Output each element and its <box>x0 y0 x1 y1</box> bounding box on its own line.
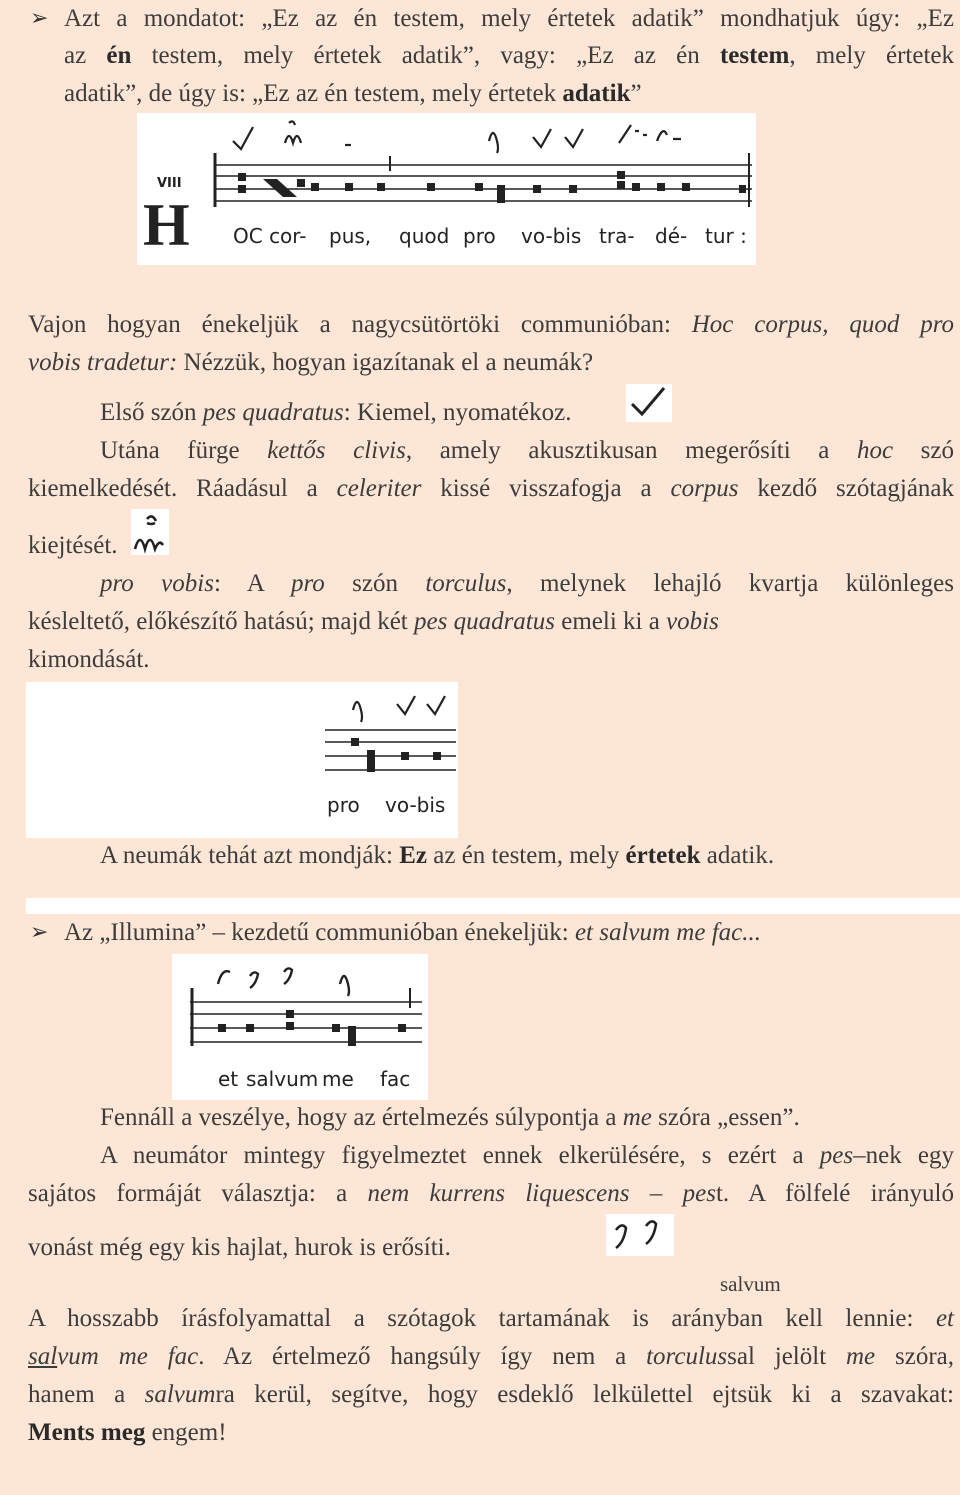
svg-text:dé-: dé- <box>655 224 688 248</box>
para1-line-4: Utána fürge kettős clivis, amely akusztikusan megerősíti a hoc szó <box>100 437 954 464</box>
para2-line-5: A hosszabb írásfolyamattal a szótagok tartamának is arányban kell lennie: et <box>28 1305 954 1332</box>
svg-text:pro: pro <box>327 793 360 817</box>
para2-line-7: hanem a salvumra kerül, segítve, hogy esdeklő lelkülettel ejtsük ki a szavakat: <box>28 1381 955 1408</box>
score-hoc-corpus-image <box>137 113 756 265</box>
svg-text:vo-bis: vo-bis <box>521 224 582 248</box>
para1-line-1: Vajon hogyan énekeljük a nagycsütörtöki communióban: Hoc corpus, quod pro <box>28 311 954 338</box>
clivis-celeriter-neume-icon <box>131 509 169 555</box>
para1-line-9: kimondását. <box>28 646 150 673</box>
para1-line-6: kiejtését. <box>28 532 118 559</box>
lyrics <box>233 224 747 248</box>
staff-lines-2 <box>325 730 456 770</box>
neume-signs-2 <box>353 696 445 722</box>
panel-score3-right <box>428 954 960 1100</box>
panel-left-margin <box>0 682 26 1495</box>
section2-line-1: Az „Illumina” – kezdetű communióban énekeljük: et salvum me fac... <box>64 919 761 946</box>
lyrics-3 <box>218 1067 410 1091</box>
para2-line-2: A neumátor mintegy figyelmeztet ennek elkerülésére, s ezért a pes–nek egy <box>100 1142 954 1169</box>
svg-text:fac: fac <box>380 1067 411 1091</box>
panel-score3-left <box>26 954 172 1100</box>
para2-line-6: salvum me fac. Az értelmező hangsúly így nem a torculussal jelölt me szóra, <box>28 1343 955 1370</box>
panel-right-margin <box>458 682 960 838</box>
para1-line-8: késleltető, előkészítő hatású; majd két pes quadratus emeli ki a vobis <box>28 608 719 635</box>
para2-line-4: vonást még egy kis hajlat, hurok is erősíti. <box>28 1234 451 1261</box>
svg-text:OC cor-: OC cor- <box>233 224 307 248</box>
staff-lines <box>215 165 752 201</box>
staff-lines-3 <box>190 1002 422 1042</box>
summary-line: A neumák tehát azt mondják: Ez az én testem, mely értetek adatik. <box>100 842 775 869</box>
svg-text:quod: quod <box>399 224 450 248</box>
svg-text:tra-: tra- <box>599 224 635 248</box>
intro-line-3: adatik”, de úgy is: „Ez az én testem, mely értetek adatik” <box>64 80 642 107</box>
score-hoc-corpus <box>137 113 756 265</box>
lyrics-2 <box>327 793 445 817</box>
para1-line-5: kiemelkedését. Ráadásul a celeriter kissé visszafogja a corpus kezdő szótagjának <box>28 475 955 502</box>
score-pro-vobis-image <box>323 682 458 834</box>
neume-signs <box>233 121 681 153</box>
score-et-salvum-image <box>172 954 428 1100</box>
svg-text:pus,: pus, <box>329 224 372 248</box>
para2-line-8: Ments meg engem! <box>28 1419 227 1446</box>
para1-line-2: vobis tradetur: Nézzük, hogyan igazítanak el a neumák? <box>28 349 594 376</box>
para1-line-3: Első szón pes quadratus: Kiemel, nyomatékoz. <box>100 399 572 426</box>
para1-line-7: pro vobis: A pro szón torculus, melynek lehajló kvartja különleges <box>100 570 954 597</box>
initial-letter: H <box>143 192 190 258</box>
bullet-arrow-icon-2: ➢ <box>30 920 49 945</box>
svg-text:vo-bis: vo-bis <box>385 793 446 817</box>
intro-line-1: Azt a mondatot: „Ez az én testem, mely értetek adatik” mondhatjuk úgy: „Ez <box>64 5 954 32</box>
svg-text:et: et <box>218 1067 239 1091</box>
para2-line-3: sajátos formáját választja: a nem kurrens liquescens – pest. A fölfelé irányuló <box>28 1180 954 1207</box>
mode-label: VIII <box>157 176 182 191</box>
bullet-arrow-icon: ➢ <box>30 6 49 31</box>
neume-caption: salvum <box>720 1272 781 1296</box>
para2-line-1: Fennáll a veszélye, hogy az értelmezés súlypontja a me szóra „essen”. <box>100 1104 800 1131</box>
svg-text:tur :: tur : <box>705 224 747 248</box>
score-et-salvum <box>172 954 428 1100</box>
square-notes-2 <box>351 738 441 772</box>
pes-quadratus-neume-icon <box>626 384 672 422</box>
score-pro-vobis <box>323 682 458 834</box>
neume-signs-3 <box>218 968 349 996</box>
liquescent-pes-neume-icon <box>606 1214 674 1256</box>
svg-text:salvum: salvum <box>246 1067 319 1091</box>
intro-line-2: az én testem, mely értetek adatik”, vagy: „Ez az én testem, mely értetek <box>64 42 954 69</box>
svg-text:pro: pro <box>463 224 496 248</box>
svg-text:me: me <box>322 1067 354 1091</box>
